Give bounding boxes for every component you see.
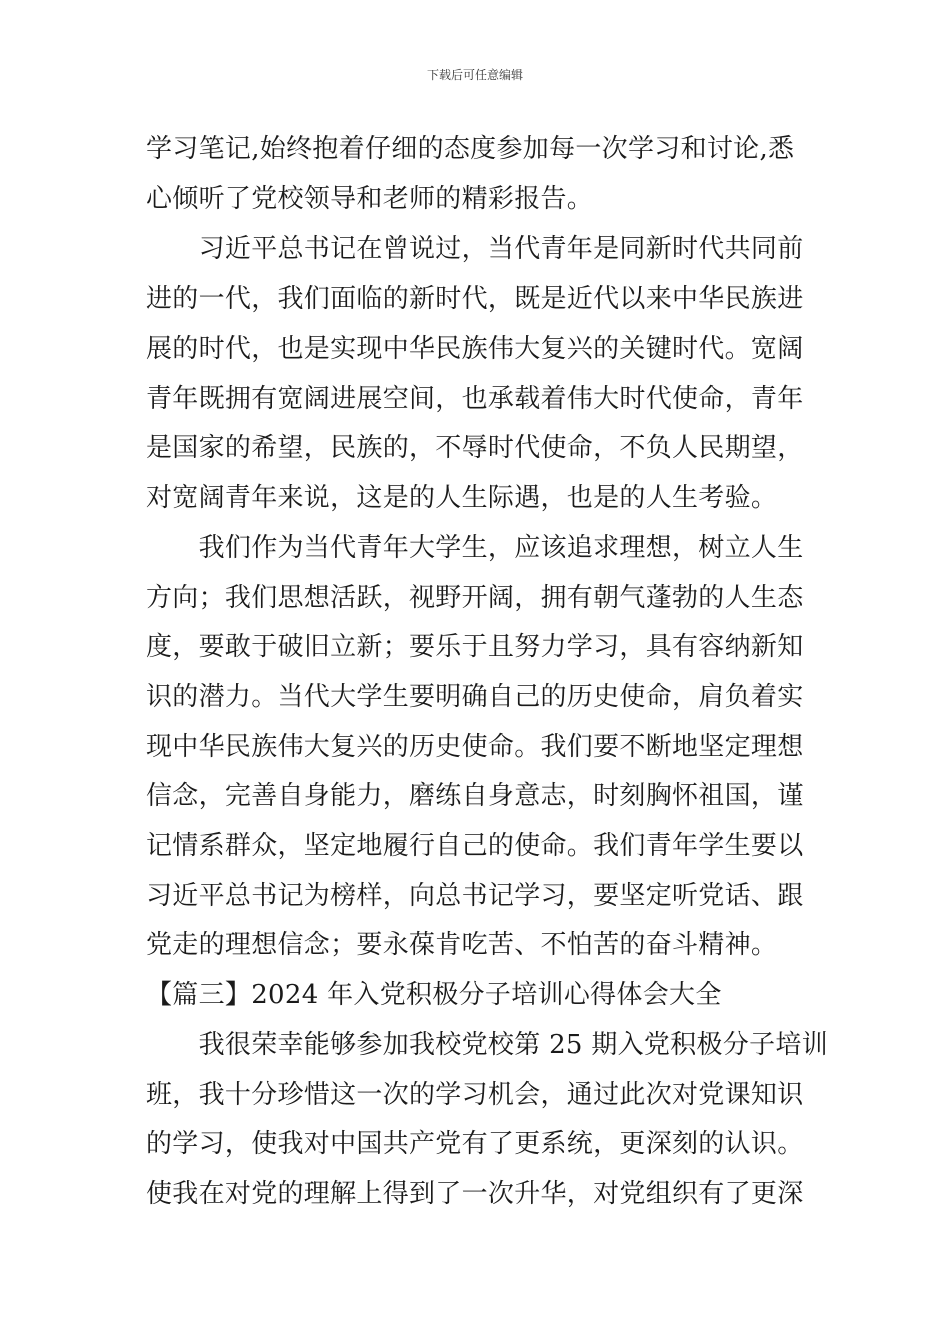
text-line: 进的一代，我们面临的新时代，既是近代以来中华民族进 <box>146 284 804 314</box>
text-line: 使我在对党的理解上得到了一次升华，对党组织有了更深 <box>146 1179 804 1209</box>
text-line: 现中华民族伟大复兴的历史使命。我们要不断地坚定理想 <box>146 732 804 762</box>
text-line: 班，我十分珍惜这一次的学习机会，通过此次对党课知识 <box>146 1080 804 1110</box>
text-line: 青年既拥有宽阔进展空间，也承载着伟大时代使命，青年 <box>146 384 804 414</box>
text-line: 记情系群众，坚定地履行自己的使命。我们青年学生要以 <box>146 831 804 861</box>
text-line: 是国家的希望，民族的，不辱时代使命，不负人民期望， <box>146 433 804 463</box>
section-heading: 【篇三】2024 年入党积极分子培训心得体会大全 <box>146 980 722 1010</box>
text-line: 展的时代，也是实现中华民族伟大复兴的关键时代。宽阔 <box>146 334 804 364</box>
text-line: 度，要敢于破旧立新；要乐于且努力学习，具有容纳新知 <box>146 632 804 662</box>
text-line: 学习笔记,始终抱着仔细的态度参加每一次学习和讨论,悉 <box>146 134 795 164</box>
text-line: 心倾听了党校领导和老师的精彩报告。 <box>146 184 594 214</box>
text-line: 的学习，使我对中国共产党有了更系统，更深刻的认识。 <box>146 1129 804 1159</box>
text-line: 识的潜力。当代大学生要明确自己的历史使命，肩负着实 <box>146 682 804 712</box>
text-line: 我很荣幸能够参加我校党校第 25 期入党积极分子培训 <box>146 1030 829 1060</box>
text-line: 习近平总书记在曾说过，当代青年是同新时代共同前 <box>146 234 804 264</box>
text-line: 习近平总书记为榜样，向总书记学习，要坚定听党话、跟 <box>146 881 804 911</box>
text-line: 方向；我们思想活跃，视野开阔，拥有朝气蓬勃的人生态 <box>146 583 804 613</box>
text-line: 党走的理想信念；要永葆肯吃苦、不怕苦的奋斗精神。 <box>146 930 778 960</box>
page-header: 下载后可任意编辑 <box>426 68 523 82</box>
text-line: 信念，完善自身能力，磨练自身意志，时刻胸怀祖国，谨 <box>146 781 804 811</box>
text-line: 对宽阔青年来说，这是的人生际遇，也是的人生考验。 <box>146 483 778 513</box>
text-line: 我们作为当代青年大学生，应该追求理想，树立人生 <box>146 533 804 563</box>
